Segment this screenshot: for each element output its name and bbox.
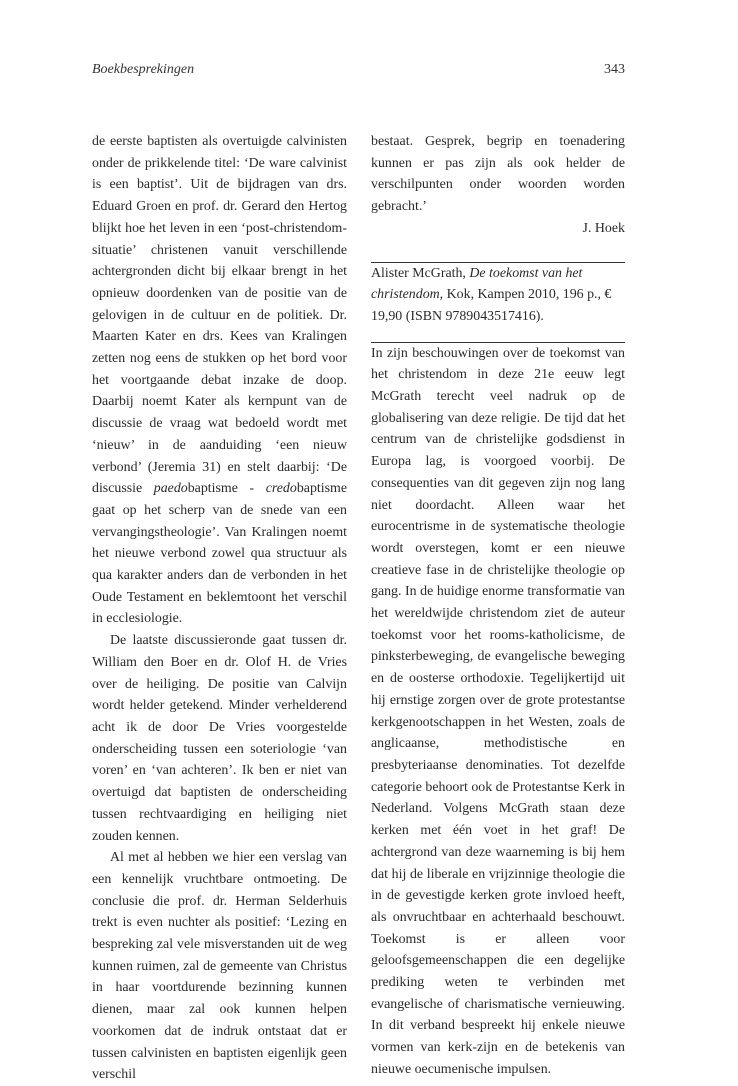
paragraph-3: Al met al hebben we hier een verslag van een kennelijk vruchtbare ontmoeting. De conclusie die prof. dr. Herman Selderhuis trekt is even nuchter als positief: ‘Lezing en bespreking zal vele misverstanden uit de weg kunnen ruimen, zal de gemeente van Christus in haar voortdurende bezinning kunnen dienen, maar zal ook kunnen helpen voorkomen dat de indruk ontstaat dat er tussen calvinisten en baptisten eigenlijk geen verschil bbox=[92, 850, 347, 1083]
book-author: Alister McGrath, bbox=[371, 265, 466, 281]
running-header-title: Boekbesprekingen bbox=[92, 62, 195, 77]
book-title: De toekomst van het christendom, bbox=[371, 265, 583, 303]
review-body: In zijn beschouwingen over de toekomst van het christendom in deze 21e eeuw legt McGrath terecht veel nadruk op de globalisering van deze religie. De tijd dat het centrum van de christelijke godsdienst in Europa lag, is voorgoed voorbij. De consequenties van dit gegeven zijn nog lang niet doordacht. Alleen waar het eurocentrisme in de systematische theologie wordt overstegen, komt er een nieuwe creatieve fase in de christelijke theologie op gang. In de huidige enorme transformatie van het wereldwijde christendom ziet de auteur toekomst voor het rooms-katholicisme, de pinksterbeweging, de evangelische beweging en de oosterse orthodoxie. Tegelijkertijd uit hij ernstige zorgen over de grote protestantse kerkgenootschappen in het Westen, zoals de anglicaanse, methodistische en presbyteriaanse denominaties. Tot dezelfde categorie behoort ook de Protestantse Kerk in Nederland. Volgens McGrath staan deze kerken met één voet in het graf! De achtergrond van deze waarneming is bij hem dat hij de liberale en vrijzinnige theologie die in de gevestigde kerken grote invloed heeft, als onvruchtbaar en achterhaald beschouwt. Toekomst is er alleen voor geloofsgemeenschappen die een degelijke prediking weten te verbinden met evangelische of charismatische vernieuwing. In dit verband bespreekt hij enkele nieuwe vormen van kerk-zijn en de betekenis van nieuwe oecumenische impulsen. bbox=[371, 345, 625, 1077]
left-column bbox=[92, 131, 347, 1086]
paragraph-1: de eerste baptisten als overtuigde calvinisten onder de prikkelende titel: ‘De ware calvinist is een baptist’. Uit de bijdragen van drs. Eduard Groen en prof. dr. Gerard den Hertog blijkt hoe het leven in een ‘post-christendom-situatie’ christenen vanuit verschillende achtergronden dicht bij elkaar brengt in het opnieuw doordenken van de positie van de gelovigen in de cultuur en de politiek. Dr. Maarten Kater en drs. Kees van Kralingen zetten nog eens de stukken op het bord voor het voortgaande debat inzake de doop. Daarbij noemt Kater als kernpunt van de discussie de vraag wat bedoeld wordt met ‘nieuw’ in de aanduiding ‘een nieuw verbond’ (Jeremia 31) en stelt daarbij: ‘De discussie paedobaptisme - credobaptisme gaat op het scherp van de snede van een vervangingstheologie’. Van Kralingen noemt het nieuwe verbond zowel qua structuur als qua karakter anders dan de verbonden in het Oude Testament en beklemtoont het verschil in ecclesiologie. bbox=[92, 134, 347, 627]
page-number: 343 bbox=[604, 62, 625, 77]
paragraph-2: De laatste discussieronde gaat tussen dr. William den Boer en dr. Olof H. de Vries over de heiliging. De positie van Calvijn wordt helder getekend. Minder verhelderend acht ik de door De Vries voorgestelde onderscheiding tussen een soteriologie ‘van voren’ en ‘van achteren’. Ik ben er niet van overtuigd dat baptisten de onderscheiding tussen rechtvaardiging en heiliging niet zouden kennen. bbox=[92, 633, 347, 844]
book-reference bbox=[371, 263, 625, 328]
reviewer-signature: J. Hoek bbox=[582, 220, 625, 236]
book-details: Kok, Kampen 2010, 196 p., € 19,90 (ISBN 9789043517416). bbox=[371, 287, 612, 324]
right-column bbox=[371, 131, 625, 1081]
review-continuation: bestaat. Gesprek, begrip en toenadering kunnen er pas zijn als ook helder de verschilpunten onder woorden worden gebracht.’ bbox=[371, 134, 625, 215]
